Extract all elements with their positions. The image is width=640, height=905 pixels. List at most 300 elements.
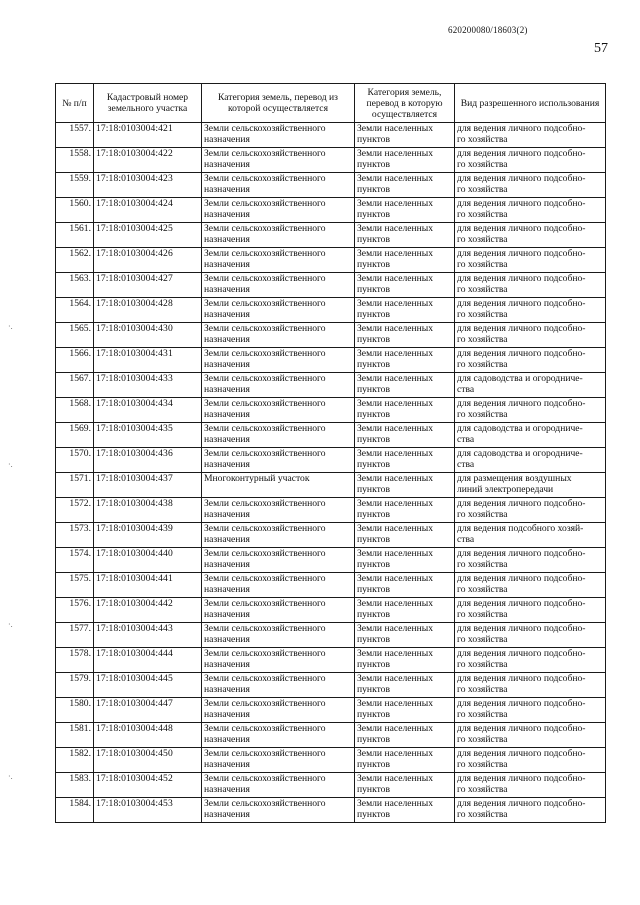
permitted-use [455, 323, 606, 348]
cadastral-number [94, 398, 202, 423]
margin-mark: ·. [8, 772, 13, 781]
permitted-use-line: го хозяйства [457, 734, 508, 745]
permitted-use [455, 523, 606, 548]
row-number [56, 298, 94, 323]
row-number-line: 1572. [69, 498, 91, 509]
table-row [56, 198, 606, 223]
column-header-category-from: Категория земель, перевод из которой осуществляется [202, 84, 355, 123]
row-number-line: 1573. [69, 523, 91, 534]
table-row [56, 123, 606, 148]
category-to-line: Земли населенных [357, 273, 434, 284]
category-to-line: пунктов [357, 359, 390, 370]
row-number-line: 1565. [69, 323, 91, 334]
category-to [355, 323, 455, 348]
category-to-line: пунктов [357, 684, 390, 695]
category-to-line: Земли населенных [357, 423, 434, 434]
cadastral-number-line: 17:18:0103004:434 [96, 398, 173, 409]
permitted-use-line: линий электропередачи [457, 484, 554, 495]
category-from-line: Земли сельскохозяйственного [204, 498, 326, 509]
table-row [56, 298, 606, 323]
permitted-use-line: для ведения личного подсобно- [457, 498, 586, 509]
permitted-use [455, 298, 606, 323]
cadastral-number-line: 17:18:0103004:431 [96, 348, 173, 359]
row-number-line: 1557. [69, 123, 91, 134]
row-number-line: 1580. [69, 698, 91, 709]
cadastral-number [94, 323, 202, 348]
table-row [56, 548, 606, 573]
category-to [355, 248, 455, 273]
permitted-use-line: го хозяйства [457, 159, 508, 170]
category-to [355, 773, 455, 798]
cadastral-number [94, 123, 202, 148]
category-to [355, 398, 455, 423]
category-to-line: пунктов [357, 234, 390, 245]
permitted-use [455, 698, 606, 723]
category-from-line: назначения [204, 359, 250, 370]
category-to-line: Земли населенных [357, 773, 434, 784]
row-number-line: 1564. [69, 298, 91, 309]
category-to-line: пунктов [357, 709, 390, 720]
row-number-line: 1569. [69, 423, 91, 434]
permitted-use [455, 198, 606, 223]
category-to-line: Земли населенных [357, 623, 434, 634]
cadastral-number [94, 223, 202, 248]
permitted-use-line: для ведения личного подсобно- [457, 148, 586, 159]
category-to-line: Земли населенных [357, 298, 434, 309]
category-from-line: назначения [204, 759, 250, 770]
row-number-line: 1561. [69, 223, 91, 234]
cadastral-number [94, 723, 202, 748]
category-to [355, 123, 455, 148]
category-to-line: пунктов [357, 309, 390, 320]
column-header-permitted-use: Вид разрешенного использования [455, 84, 606, 123]
permitted-use [455, 348, 606, 373]
permitted-use-line: для ведения личного подсобно- [457, 723, 586, 734]
permitted-use-line: го хозяйства [457, 584, 508, 595]
category-to-line: пунктов [357, 284, 390, 295]
permitted-use-line: го хозяйства [457, 184, 508, 195]
cadastral-number-line: 17:18:0103004:422 [96, 148, 173, 159]
category-to [355, 373, 455, 398]
category-from-line: назначения [204, 309, 250, 320]
column-header-category-to: Категория земель, перевод в которую осуществляется [355, 84, 455, 123]
category-to-line: пунктов [357, 634, 390, 645]
row-number-line: 1576. [69, 598, 91, 609]
permitted-use-line: для ведения личного подсобно- [457, 623, 586, 634]
row-number-line: 1574. [69, 548, 91, 559]
category-to [355, 423, 455, 448]
cadastral-number-line: 17:18:0103004:444 [96, 648, 173, 659]
cadastral-number-line: 17:18:0103004:440 [96, 548, 173, 559]
category-from-line: Земли сельскохозяйственного [204, 773, 326, 784]
category-from-line: Земли сельскохозяйственного [204, 373, 326, 384]
permitted-use [455, 223, 606, 248]
cadastral-number [94, 298, 202, 323]
category-from [202, 223, 355, 248]
cadastral-number-line: 17:18:0103004:433 [96, 373, 173, 384]
row-number-line: 1582. [69, 748, 91, 759]
category-from-line: Земли сельскохозяйственного [204, 573, 326, 584]
category-from-line: Земли сельскохозяйственного [204, 323, 326, 334]
row-number-line: 1571. [69, 473, 91, 484]
permitted-use-line: для ведения личного подсобно- [457, 248, 586, 259]
permitted-use-line: для ведения личного подсобно- [457, 548, 586, 559]
category-to-line: Земли населенных [357, 548, 434, 559]
category-from [202, 398, 355, 423]
category-from-line: назначения [204, 259, 250, 270]
category-from-line: назначения [204, 784, 250, 795]
cadastral-number [94, 773, 202, 798]
permitted-use-line: го хозяйства [457, 134, 508, 145]
permitted-use-line: го хозяйства [457, 659, 508, 670]
table-header-row [56, 84, 606, 123]
category-to-line: пунктов [357, 384, 390, 395]
table-row [56, 148, 606, 173]
category-to-line: Земли населенных [357, 323, 434, 334]
category-to [355, 223, 455, 248]
table-row [56, 173, 606, 198]
row-number [56, 223, 94, 248]
row-number-line: 1568. [69, 398, 91, 409]
category-from-line: назначения [204, 809, 250, 820]
table-row [56, 248, 606, 273]
cadastral-number-line: 17:18:0103004:448 [96, 723, 173, 734]
permitted-use [455, 548, 606, 573]
permitted-use-line: для ведения личного подсобно- [457, 223, 586, 234]
permitted-use-line: ства [457, 384, 475, 395]
permitted-use [455, 748, 606, 773]
category-to [355, 723, 455, 748]
row-number [56, 548, 94, 573]
category-from-line: Земли сельскохозяйственного [204, 223, 326, 234]
category-from [202, 323, 355, 348]
row-number-line: 1570. [69, 448, 91, 459]
row-number-line: 1581. [69, 723, 91, 734]
category-from-line: Земли сельскохозяйственного [204, 298, 326, 309]
permitted-use [455, 498, 606, 523]
category-to-line: Земли населенных [357, 248, 434, 259]
cadastral-number-line: 17:18:0103004:438 [96, 498, 173, 509]
permitted-use-line: го хозяйства [457, 359, 508, 370]
permitted-use-line: го хозяйства [457, 209, 508, 220]
permitted-use-line: го хозяйства [457, 684, 508, 695]
category-to [355, 698, 455, 723]
cadastral-number [94, 448, 202, 473]
margin-mark: ·. [8, 620, 13, 629]
category-from-line: назначения [204, 234, 250, 245]
category-to [355, 648, 455, 673]
row-number [56, 348, 94, 373]
cadastral-number [94, 548, 202, 573]
table-row [56, 573, 606, 598]
category-from-line: Земли сельскохозяйственного [204, 173, 326, 184]
permitted-use-line: для садоводства и огородниче- [457, 423, 583, 434]
category-to-line: Земли населенных [357, 523, 434, 534]
row-number-line: 1566. [69, 348, 91, 359]
permitted-use-line: для ведения личного подсобно- [457, 198, 586, 209]
category-to-line: пунктов [357, 759, 390, 770]
permitted-use [455, 248, 606, 273]
category-to-line: пунктов [357, 334, 390, 345]
category-from-line: назначения [204, 734, 250, 745]
category-from [202, 123, 355, 148]
category-from-line: назначения [204, 209, 250, 220]
cadastral-number [94, 623, 202, 648]
category-from-line: Земли сельскохозяйственного [204, 623, 326, 634]
category-from-line: Земли сельскохозяйственного [204, 598, 326, 609]
row-number [56, 323, 94, 348]
category-to-line: Земли населенных [357, 398, 434, 409]
table-row [56, 698, 606, 723]
cadastral-number-line: 17:18:0103004:424 [96, 198, 173, 209]
permitted-use [455, 398, 606, 423]
permitted-use-line: для ведения личного подсобно- [457, 698, 586, 709]
table-row [56, 773, 606, 798]
category-from-line: Земли сельскохозяйственного [204, 148, 326, 159]
permitted-use [455, 273, 606, 298]
table-row [56, 648, 606, 673]
permitted-use [455, 373, 606, 398]
table-row [56, 348, 606, 373]
category-to-line: Земли населенных [357, 698, 434, 709]
cadastral-number-line: 17:18:0103004:426 [96, 248, 173, 259]
row-number-line: 1560. [69, 198, 91, 209]
category-from-line: назначения [204, 434, 250, 445]
category-from-line: Земли сельскохозяйственного [204, 748, 326, 759]
row-number-line: 1567. [69, 373, 91, 384]
category-to-line: пунктов [357, 159, 390, 170]
category-to-line: пунктов [357, 659, 390, 670]
permitted-use-line: для ведения личного подсобно- [457, 748, 586, 759]
category-to-line: пунктов [357, 609, 390, 620]
permitted-use-line: го хозяйства [457, 759, 508, 770]
permitted-use [455, 773, 606, 798]
cadastral-number-line: 17:18:0103004:445 [96, 673, 173, 684]
cadastral-number-line: 17:18:0103004:427 [96, 273, 173, 284]
row-number [56, 173, 94, 198]
row-number-line: 1584. [69, 798, 91, 809]
row-number [56, 273, 94, 298]
category-to-line: пунктов [357, 184, 390, 195]
category-from-line: назначения [204, 384, 250, 395]
permitted-use-line: ства [457, 534, 475, 545]
row-number [56, 573, 94, 598]
category-from [202, 723, 355, 748]
permitted-use [455, 723, 606, 748]
cadastral-number [94, 498, 202, 523]
category-from-line: назначения [204, 609, 250, 620]
table-row [56, 273, 606, 298]
cadastral-number-line: 17:18:0103004:441 [96, 573, 173, 584]
category-to-line: пунктов [357, 809, 390, 820]
category-from-line: Земли сельскохозяйственного [204, 398, 326, 409]
category-to-line: Земли населенных [357, 673, 434, 684]
row-number [56, 673, 94, 698]
category-from-line: назначения [204, 709, 250, 720]
category-from-line: назначения [204, 184, 250, 195]
table-row [56, 473, 606, 498]
cadastral-number-line: 17:18:0103004:450 [96, 748, 173, 759]
permitted-use-line: для ведения личного подсобно- [457, 648, 586, 659]
category-from-line: назначения [204, 559, 250, 570]
category-from [202, 373, 355, 398]
table-row [56, 423, 606, 448]
category-to [355, 448, 455, 473]
category-to-line: пунктов [357, 734, 390, 745]
category-to [355, 298, 455, 323]
category-from-line: назначения [204, 284, 250, 295]
category-from [202, 673, 355, 698]
permitted-use-line: для ведения личного подсобно- [457, 123, 586, 134]
cadastral-number [94, 673, 202, 698]
category-from-line: назначения [204, 409, 250, 420]
category-from [202, 448, 355, 473]
category-to-line: Земли населенных [357, 223, 434, 234]
category-from [202, 198, 355, 223]
category-from [202, 473, 355, 498]
category-from-line: Земли сельскохозяйственного [204, 523, 326, 534]
category-from-line: Земли сельскохозяйственного [204, 673, 326, 684]
permitted-use-line: го хозяйства [457, 309, 508, 320]
permitted-use [455, 673, 606, 698]
category-to [355, 573, 455, 598]
category-from-line: Многоконтурный участок [204, 473, 310, 484]
category-to-line: Земли населенных [357, 198, 434, 209]
permitted-use-line: для ведения личного подсобно- [457, 773, 586, 784]
category-to-line: пунктов [357, 434, 390, 445]
cadastral-number [94, 148, 202, 173]
row-number [56, 698, 94, 723]
row-number-line: 1583. [69, 773, 91, 784]
cadastral-number [94, 798, 202, 823]
cadastral-number [94, 698, 202, 723]
row-number [56, 798, 94, 823]
row-number [56, 623, 94, 648]
page-number: 57 [594, 41, 608, 56]
permitted-use [455, 123, 606, 148]
category-from [202, 148, 355, 173]
permitted-use [455, 648, 606, 673]
permitted-use-line: для ведения подсобного хозяй- [457, 523, 584, 534]
cadastral-number [94, 248, 202, 273]
row-number-line: 1559. [69, 173, 91, 184]
category-from-line: Земли сельскохозяйственного [204, 548, 326, 559]
permitted-use-line: го хозяйства [457, 334, 508, 345]
table-row [56, 798, 606, 823]
margin-mark: ·. [8, 460, 13, 469]
category-from-line: назначения [204, 334, 250, 345]
category-to-line: Земли населенных [357, 598, 434, 609]
category-from [202, 523, 355, 548]
row-number [56, 148, 94, 173]
category-to-line: Земли населенных [357, 723, 434, 734]
category-to-line: Земли населенных [357, 748, 434, 759]
cadastral-number-line: 17:18:0103004:425 [96, 223, 173, 234]
table-row [56, 723, 606, 748]
category-to [355, 598, 455, 623]
cadastral-number-line: 17:18:0103004:439 [96, 523, 173, 534]
land-plot-table [55, 83, 606, 823]
row-number [56, 123, 94, 148]
category-to-line: Земли населенных [357, 373, 434, 384]
category-to [355, 673, 455, 698]
row-number [56, 773, 94, 798]
permitted-use-line: ства [457, 459, 475, 470]
category-from [202, 298, 355, 323]
category-from [202, 348, 355, 373]
row-number [56, 373, 94, 398]
category-to-line: Земли населенных [357, 798, 434, 809]
category-to-line: Земли населенных [357, 498, 434, 509]
row-number [56, 398, 94, 423]
permitted-use-line: для садоводства и огородниче- [457, 448, 583, 459]
table-row [56, 323, 606, 348]
permitted-use [455, 598, 606, 623]
cadastral-number [94, 273, 202, 298]
margin-mark: ·. [8, 322, 13, 331]
permitted-use-line: го хозяйства [457, 634, 508, 645]
row-number [56, 423, 94, 448]
permitted-use [455, 173, 606, 198]
cadastral-number [94, 598, 202, 623]
permitted-use [455, 798, 606, 823]
table-row [56, 598, 606, 623]
category-from-line: Земли сельскохозяйственного [204, 248, 326, 259]
category-to [355, 273, 455, 298]
category-to [355, 748, 455, 773]
row-number-line: 1577. [69, 623, 91, 634]
row-number-line: 1563. [69, 273, 91, 284]
category-from [202, 698, 355, 723]
cadastral-number-line: 17:18:0103004:430 [96, 323, 173, 334]
permitted-use-line: для ведения личного подсобно- [457, 573, 586, 584]
permitted-use-line: для ведения личного подсобно- [457, 348, 586, 359]
row-number-line: 1575. [69, 573, 91, 584]
category-from [202, 748, 355, 773]
permitted-use-line: го хозяйства [457, 559, 508, 570]
category-to-line: Земли населенных [357, 148, 434, 159]
permitted-use-line: го хозяйства [457, 409, 508, 420]
category-from-line: назначения [204, 659, 250, 670]
category-from-line: Земли сельскохозяйственного [204, 273, 326, 284]
table-row [56, 373, 606, 398]
category-from-line: назначения [204, 534, 250, 545]
permitted-use-line: го хозяйства [457, 709, 508, 720]
table-row [56, 448, 606, 473]
row-number-line: 1558. [69, 148, 91, 159]
permitted-use-line: го хозяйства [457, 609, 508, 620]
table-row [56, 748, 606, 773]
table-row [56, 398, 606, 423]
category-to [355, 148, 455, 173]
permitted-use-line: ства [457, 434, 475, 445]
cadastral-number [94, 473, 202, 498]
permitted-use-line: для ведения личного подсобно- [457, 273, 586, 284]
category-from-line: Земли сельскохозяйственного [204, 798, 326, 809]
row-number [56, 448, 94, 473]
category-to-line: пунктов [357, 559, 390, 570]
category-to-line: пунктов [357, 584, 390, 595]
category-to-line: пунктов [357, 259, 390, 270]
category-from [202, 423, 355, 448]
permitted-use-line: го хозяйства [457, 509, 508, 520]
category-from-line: Земли сельскохозяйственного [204, 723, 326, 734]
table-row [56, 498, 606, 523]
category-to-line: пунктов [357, 209, 390, 220]
category-from-line: Земли сельскохозяйственного [204, 123, 326, 134]
category-from-line: Земли сельскохозяйственного [204, 698, 326, 709]
permitted-use-line: для ведения личного подсобно- [457, 173, 586, 184]
